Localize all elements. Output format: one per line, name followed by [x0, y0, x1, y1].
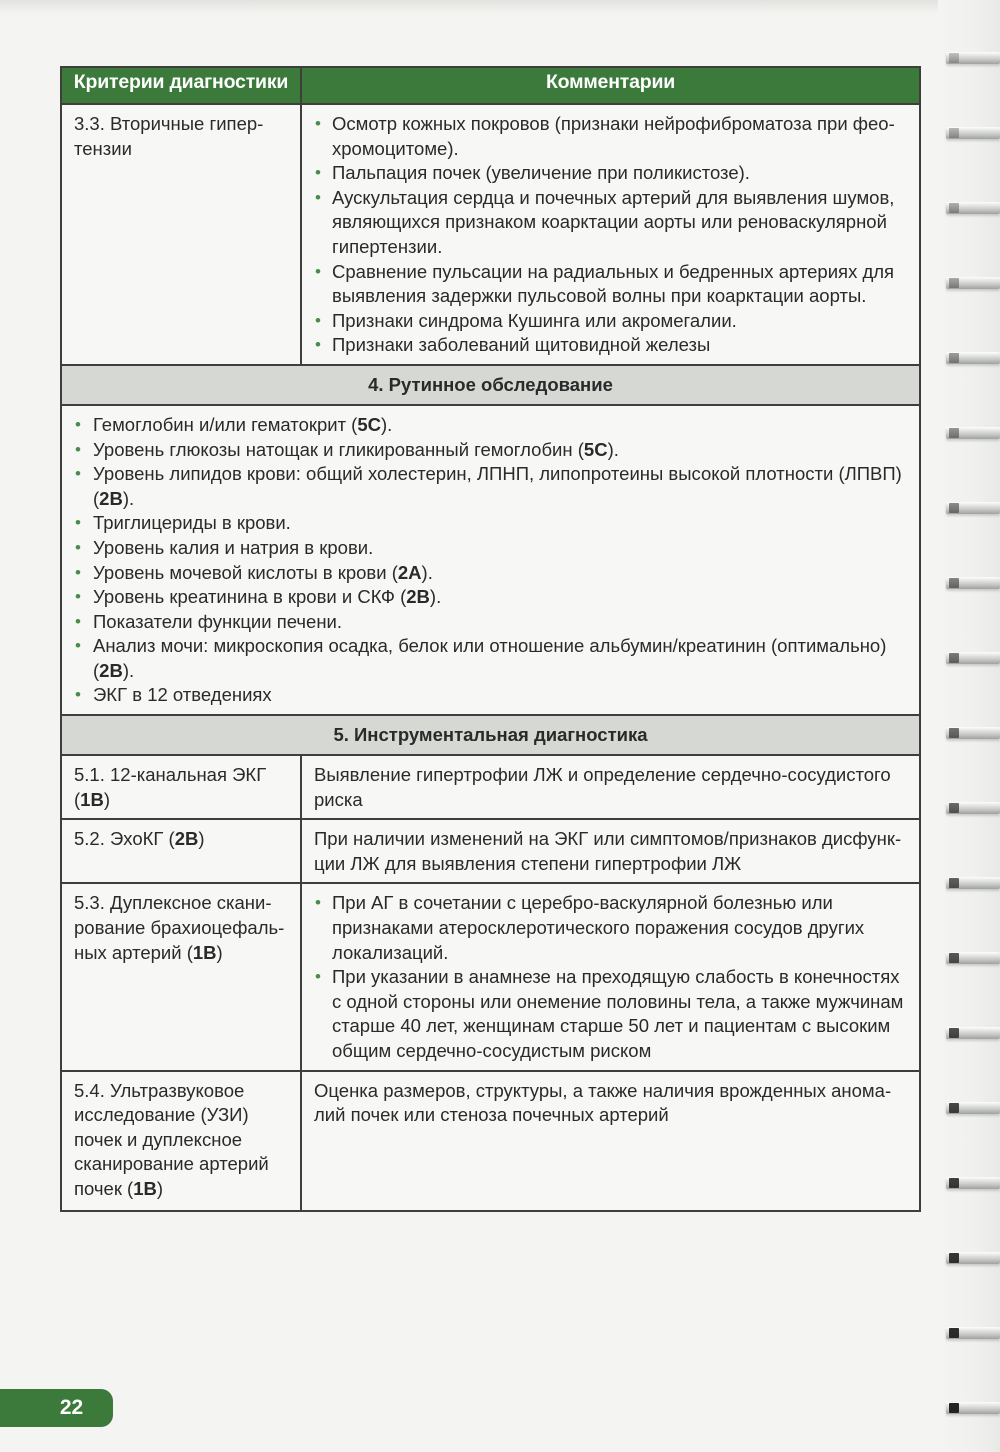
list-item: • Признаки заболеваний щитовидной железы	[314, 333, 905, 358]
binding-ring	[946, 352, 1000, 364]
evidence-level: 2В	[99, 659, 123, 681]
page-top-shade	[0, 0, 1000, 14]
binding-ring	[946, 1102, 1000, 1114]
binding-hole	[949, 1328, 959, 1338]
criterion-text: 5.2. ЭхоКГ (	[74, 828, 175, 850]
binding-hole	[949, 953, 959, 963]
bullet-list	[314, 891, 905, 1063]
item-tail: ).	[607, 438, 619, 460]
item-text: Уровень калия и натрия в крови.	[93, 536, 374, 558]
binding-hole	[949, 1028, 959, 1038]
criterion-5-4	[61, 1071, 301, 1211]
header-comments: Комментарии	[301, 67, 920, 104]
binding-ring	[946, 877, 1000, 889]
comment-5-2: При наличии изменений на ЭКГ или симптомов/признаков дисфункции ЛЖ для выявления степени гипертрофии ЛЖ	[301, 819, 920, 883]
comment-5-1: Выявление гипертрофии ЛЖ и определение сердечно-сосудистого риска	[301, 755, 920, 819]
binding-ring	[946, 952, 1000, 964]
criterion-text: 5.4. Ультразвуковое исследование (УЗИ) почек и дуплексное сканирование артерий почек (	[74, 1079, 269, 1199]
binding-hole	[949, 728, 959, 738]
criterion-3-3: 3.3. Вторичные гипертензии	[61, 104, 301, 365]
binding-hole	[949, 353, 959, 363]
list-item: • Осмотр кожных покровов (признаки нейрофиброматоза при феохромоцитоме).	[314, 112, 905, 161]
binding-hole	[949, 428, 959, 438]
item-tail: ).	[381, 413, 393, 435]
evidence-level: 2В	[406, 586, 430, 608]
criterion-text: 5.1. 12-канальная ЭКГ (	[74, 764, 267, 810]
list-item	[74, 536, 905, 561]
evidence-level: 1В	[80, 788, 104, 810]
binding-ring	[946, 127, 1000, 139]
table-row	[61, 405, 920, 715]
binding-ring	[946, 502, 1000, 514]
section-header-row	[61, 715, 920, 755]
item-text: Уровень липидов крови: общий холестерин, ЛПНП, липопротеины высокой плотности (ЛПВП) (	[93, 463, 902, 509]
list-item	[74, 683, 905, 708]
evidence-level: 2В	[99, 487, 123, 509]
evidence-level: 5С	[357, 413, 382, 435]
section-header-row	[61, 365, 920, 405]
comment-5-3	[301, 883, 920, 1070]
binding-hole	[949, 1103, 959, 1113]
list-item: • Пальпация почек (увеличение при поликистозе).	[314, 161, 905, 186]
criterion-5-1	[61, 755, 301, 819]
binding-ring	[946, 1027, 1000, 1039]
item-text: Триглицериды в крови.	[93, 512, 291, 534]
list-item	[74, 462, 905, 511]
list-item: • Сравнение пульсации на радиальных и бедренных артериях для выявления задержки пульсовой волны при коарктации аорты.	[314, 260, 905, 309]
binding-ring	[946, 1402, 1000, 1414]
criterion-tail: )	[216, 941, 223, 963]
bullet-list	[314, 112, 905, 358]
binding-hole	[949, 278, 959, 288]
item-text: Уровень глюкозы натощак и гликированный гемоглобин (	[93, 438, 584, 460]
binding-hole	[949, 803, 959, 813]
binding-ring	[946, 1327, 1000, 1339]
page-number: 22	[0, 1389, 113, 1427]
binding-hole	[949, 1178, 959, 1188]
evidence-level: 5С	[583, 438, 608, 460]
item-text: Анализ мочи: микроскопия осадка, белок или отношение альбумин/креатинин (оптимально) (	[93, 635, 887, 681]
criterion-tail: )	[198, 828, 205, 850]
evidence-level: 1В	[133, 1177, 157, 1199]
binding-hole	[949, 203, 959, 213]
binding-hole	[949, 128, 959, 138]
criterion-tail: )	[103, 788, 110, 810]
spiral-binding	[938, 0, 1000, 1452]
table-row	[61, 755, 920, 819]
item-tail: ).	[122, 487, 135, 509]
criterion-5-2	[61, 819, 301, 883]
evidence-level: 2А	[397, 561, 422, 583]
section-4-title: 4. Рутинное обследование	[61, 365, 920, 405]
list-item	[74, 511, 905, 536]
header-criteria: Критерии диагностики	[61, 67, 301, 104]
list-item	[74, 561, 905, 586]
binding-ring	[946, 577, 1000, 589]
section-5-title: 5. Инструментальная диагностика	[61, 715, 920, 755]
routine-exam-list	[61, 405, 920, 715]
binding-hole	[949, 1253, 959, 1263]
comment-3-3	[301, 104, 920, 365]
binding-hole	[949, 653, 959, 663]
item-tail: ).	[421, 561, 433, 583]
item-tail: ).	[429, 586, 442, 608]
table-row	[61, 819, 920, 883]
list-item: • При указании в анамнезе на преходящую слабость в конечностях с одной стороны или онемение половины тела, а также мужчинам старше 40 лет, женщинам старше 50 лет и пациентам с высоким общим сердечно-сосудистым риском	[314, 965, 905, 1063]
list-item	[74, 438, 905, 463]
list-item: • Признаки синдрома Кушинга или акромегалии.	[314, 309, 905, 334]
binding-ring	[946, 1177, 1000, 1189]
bullet-list	[74, 413, 905, 708]
criterion-5-3	[61, 883, 301, 1070]
binding-ring	[946, 202, 1000, 214]
evidence-level: 2В	[174, 828, 199, 850]
list-item	[74, 610, 905, 635]
item-text: Гемоглобин и/или гематокрит (	[93, 413, 358, 435]
binding-hole	[949, 878, 959, 888]
list-item	[74, 634, 905, 683]
criterion-tail: )	[156, 1177, 164, 1199]
evidence-level: 1В	[192, 941, 217, 963]
list-item: • Аускультация сердца и почечных артерий для выявления шумов, являющихся признаком коарктации аорты или реноваскулярной гипертензии.	[314, 186, 905, 260]
item-tail: ).	[122, 659, 135, 681]
table-row	[61, 1071, 920, 1211]
binding-hole	[949, 578, 959, 588]
list-item: • При АГ в сочетании с церебро-васкулярной болезнью или признаками атеросклеротического поражения сосудов других локализаций.	[314, 891, 905, 965]
comment-5-4: Оценка размеров, структуры, а также наличия врожденных аномалий почек или стеноза почечных артерий	[301, 1071, 920, 1211]
binding-ring	[946, 1252, 1000, 1264]
table-row	[61, 104, 920, 365]
binding-ring	[946, 652, 1000, 664]
binding-ring	[946, 802, 1000, 814]
binding-ring	[946, 52, 1000, 64]
table-row	[61, 883, 920, 1070]
criterion-text: 5.3. Дуплексное сканирование брахиоцефальных артерий (	[74, 892, 285, 963]
binding-ring	[946, 427, 1000, 439]
diagnostics-table	[60, 66, 921, 1212]
item-text: Уровень креатинина в крови и СКФ (	[93, 586, 407, 608]
binding-hole	[949, 1403, 959, 1413]
binding-ring	[946, 727, 1000, 739]
list-item	[74, 585, 905, 610]
binding-ring	[946, 277, 1000, 289]
list-item	[74, 413, 905, 438]
item-text: Показатели функции печени.	[93, 610, 343, 632]
binding-hole	[949, 503, 959, 513]
table-header-row	[61, 67, 920, 104]
item-text: Уровень мочевой кислоты в крови (	[93, 561, 398, 583]
binding-hole	[949, 53, 959, 63]
item-text: ЭКГ в 12 отведениях	[93, 684, 272, 706]
